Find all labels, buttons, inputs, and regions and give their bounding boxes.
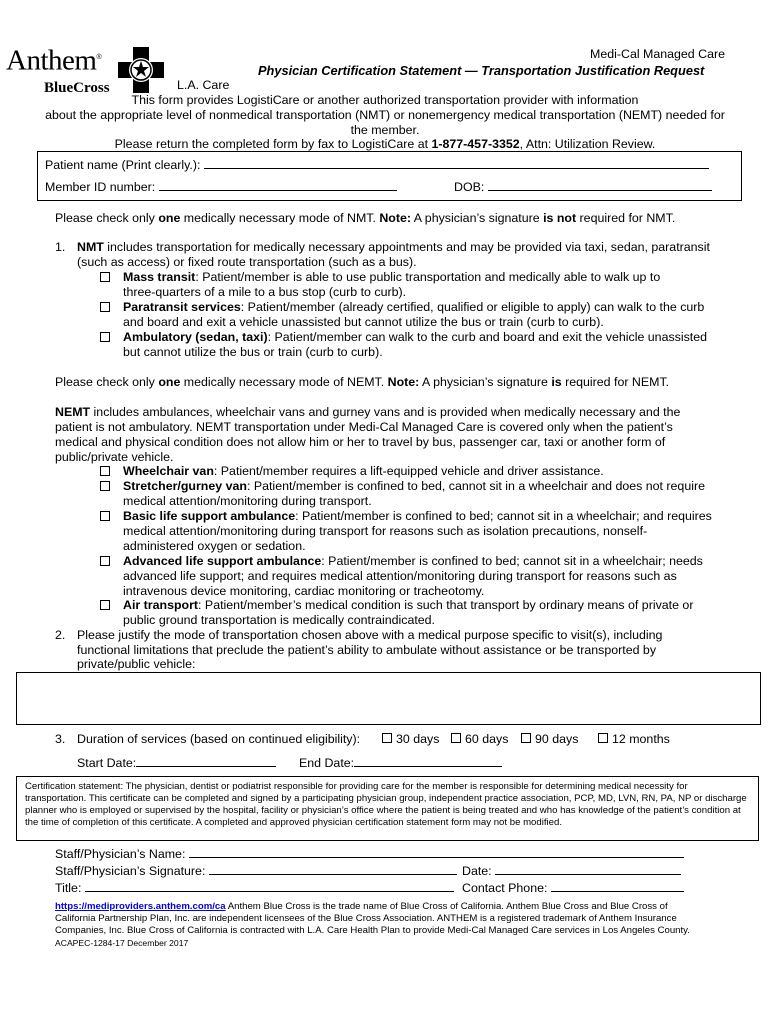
basic-life-support-text-3: administered oxygen or sedation. [123, 539, 306, 553]
staff-name-row: Staff/Physician’s Name: [55, 846, 684, 862]
section-number-2: 2. [55, 628, 66, 642]
duration-12-months[interactable]: 12 months [598, 732, 670, 747]
wheelchair-van-option: Wheelchair van: Patient/member requires a lift-equipped vehicle and driver assistance. [123, 464, 604, 478]
footer-line-3: Companies, Inc. Blue Cross of California is contracted with L.A. Care Health Plan to provide Medi-Cal Managed Care services in Los Angeles County. [55, 925, 690, 936]
ambulatory-checkbox[interactable] [100, 332, 110, 342]
duration-60-checkbox[interactable] [451, 733, 461, 743]
nemt-description-2: patient is not ambulatory. NEMT transportation under Medi-Cal Managed Care is covered only when the patient’s [55, 420, 673, 434]
advanced-life-support-checkbox[interactable] [100, 556, 110, 566]
stretcher-van-option: Stretcher/gurney van: Patient/member is confined to bed, cannot sit in a wheelchair and does not require [123, 479, 705, 493]
signature-date-field[interactable] [495, 863, 681, 875]
title-row: Title: [55, 880, 454, 896]
duration-30-checkbox[interactable] [382, 733, 392, 743]
paratransit-checkbox[interactable] [100, 302, 110, 312]
section-number-1: 1. [55, 240, 66, 254]
patient-name-row: Patient name (Print clearly.): [45, 157, 709, 173]
staff-signature-row: Staff/Physician’s Signature: [55, 863, 457, 879]
mass-transit-option: Mass transit: Patient/member is able to use public transportation and medically able to walk up to [123, 270, 661, 284]
intro-line-2: about the appropriate level of nonmedical transportation (NMT) or nonemergency medical transportation (NEMT) needed for [45, 108, 725, 122]
member-id-row: Member ID number: [45, 179, 397, 195]
wheelchair-van-checkbox[interactable] [100, 466, 110, 476]
nmt-instruction: Please check only one medically necessary mode of NMT. Note: A physician’s signature is not required for NMT. [55, 211, 676, 225]
nmt-description-1: NMT includes transportation for medically necessary appointments and may be provided via taxi, sedan, paratransit [77, 240, 710, 254]
nmt-description-2: (such as access) or fixed route transportation (such as a bus). [77, 255, 417, 269]
mediproviders-link[interactable]: https://mediproviders.anthem.com/ca [55, 901, 226, 912]
nemt-description-3: medical and physical condition does not allow him or her to travel by bus, passenger car, taxi or another form of [55, 435, 666, 449]
justify-line-2: functional limitations that preclude the patient’s ability to ambulate without assistance or be transported by [77, 643, 657, 657]
basic-life-support-checkbox[interactable] [100, 511, 110, 521]
justify-line-3: private/public vehicle: [77, 657, 196, 671]
staff-signature-field[interactable] [209, 863, 457, 875]
staff-name-field[interactable] [189, 846, 684, 858]
duration-90-days[interactable]: 90 days [521, 732, 578, 747]
nemt-description-1: NEMT includes ambulances, wheelchair vans and gurney vans and is provided when medically necessary and the [55, 405, 681, 419]
basic-life-support-option: Basic life support ambulance: Patient/member is confined to bed; cannot sit in a wheelchair; and requires [123, 509, 712, 523]
date-row: Date: [462, 863, 681, 879]
air-transport-option: Air transport: Patient/member’s medical condition is such that transport by ordinary means of private or [123, 598, 694, 612]
nemt-instruction: Please check only one medically necessary mode of NEMT. Note: A physician’s signature is required for NEMT. [55, 375, 670, 389]
form-title: Physician Certification Statement — Transportation Justification Request [258, 63, 705, 78]
plan-name: L.A. Care [177, 78, 230, 92]
program-name: Medi-Cal Managed Care [590, 47, 725, 61]
nemt-description-4: public/private vehicle. [55, 450, 174, 464]
end-date-row: End Date: [299, 755, 502, 771]
dob-row: DOB: [454, 179, 712, 195]
justification-text-area[interactable] [16, 672, 761, 725]
member-id-field[interactable] [159, 179, 397, 191]
basic-life-support-text-2: medical attention/monitoring during transport for reasons such as isolation precautions, nonself- [123, 524, 648, 538]
anthem-logo-text: Anthem® [6, 44, 102, 77]
ambulatory-option: Ambulatory (sedan, taxi): Patient/member can walk to the curb and board and exit the vehicle unassisted [123, 330, 708, 344]
footer-line-2: California Partnership Plan, Inc. are independent licensees of the Blue Cross Association. ANTHEM is a registered trademark of Anthem Insurance [55, 913, 677, 924]
ambulatory-text-2: but cannot utilize the bus or train (curb to curb). [123, 345, 383, 359]
duration-90-checkbox[interactable] [521, 733, 531, 743]
stretcher-van-checkbox[interactable] [100, 481, 110, 491]
dob-field[interactable] [488, 179, 712, 191]
stretcher-van-text-2: medical attention/monitoring during transport. [123, 494, 372, 508]
footer-line-1: https://mediproviders.anthem.com/ca Anthem Blue Cross is the trade name of Blue Cross of California. Anthem Blue Cross and Blue Cross of [55, 901, 668, 912]
contact-phone-field[interactable] [551, 880, 684, 892]
title-field[interactable] [85, 880, 454, 892]
duration-60-days[interactable]: 60 days [451, 732, 508, 747]
mass-transit-checkbox[interactable] [100, 272, 110, 282]
duration-12m-checkbox[interactable] [598, 733, 608, 743]
contact-phone-row: Contact Phone: [462, 880, 684, 896]
air-transport-checkbox[interactable] [100, 600, 110, 610]
advanced-life-support-option: Advanced life support ambulance: Patient/member is confined to bed; cannot sit in a wheelchair; needs [123, 554, 703, 568]
bluecross-cross-icon [116, 45, 166, 95]
patient-name-field[interactable] [204, 157, 709, 169]
certification-statement: Certification statement: The physician, dentist or podiatrist responsible for providing care for the member is responsible for determining medical necessity for transportation. This certificate can be completed and signed by a participating physician group, independent practice association, PCP, MD, LVN, RN, PA, NP or discharge planner who is employed or supervised by the hospital, facility or physician’s office where the patient is being treated and who has knowledge of the patient’s condition at the time of completion of this certificate. A completed and approved physician certification statement form may not be modified. [16, 776, 759, 841]
duration-30-days[interactable]: 30 days [382, 732, 439, 747]
start-date-row: Start Date: [77, 755, 276, 771]
start-date-field[interactable] [136, 755, 276, 767]
justify-line-1: Please justify the mode of transportation chosen above with a medical purpose specific to visit(s), including [77, 628, 663, 642]
end-date-field[interactable] [354, 755, 502, 767]
intro-line-3: the member. [350, 123, 420, 137]
paratransit-text-2: and board and exit a vehicle unassisted but cannot utilize the bus or train (curb to curb). [123, 315, 604, 329]
fax-number: 1-877-457-3352 [431, 137, 520, 151]
form-code: ACAPEC-1284-17 December 2017 [55, 938, 189, 948]
duration-label: Duration of services (based on continued eligibility): [77, 732, 361, 746]
advanced-life-support-text-2: advanced life support; and requires medical attention/monitoring during transport for reasons such as [123, 569, 677, 583]
fax-instructions: Please return the completed form by fax to LogistiCare at 1-877-457-3352, Attn: Utilization Review. [114, 137, 656, 151]
advanced-life-support-text-3: intravenous device monitoring, cardiac monitoring or tracheotomy. [123, 584, 485, 598]
mass-transit-text-2: three-quarters of a mile to a bus stop (curb to curb). [123, 285, 407, 299]
paratransit-option: Paratransit services: Patient/member (already certified, qualified or eligible to apply) can walk to the curb [123, 300, 705, 314]
section-number-3: 3. [55, 732, 66, 746]
bluecross-logo-text: BlueCross [44, 80, 110, 96]
air-transport-text-2: public ground transportation is medically contraindicated. [123, 613, 436, 627]
intro-line-1: This form provides LogistiCare or another authorized transportation provider with information [131, 93, 639, 107]
